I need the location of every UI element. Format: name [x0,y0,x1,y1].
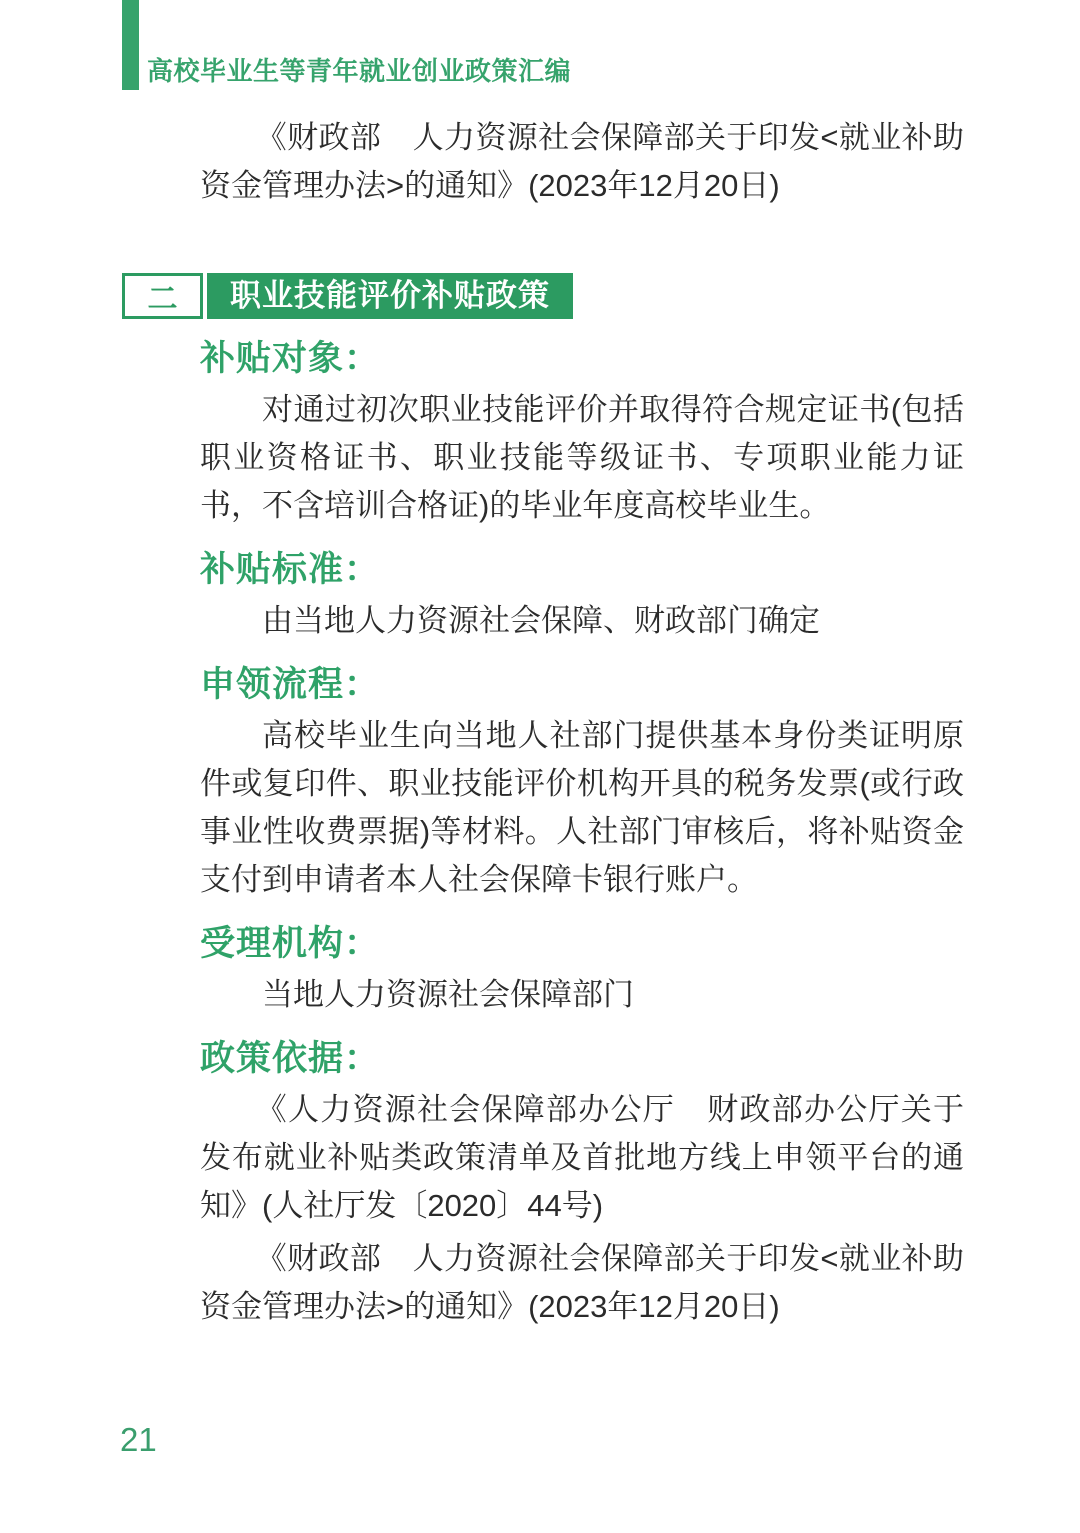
section-number-box [122,273,203,319]
section-subsidy-standard [200,550,964,645]
section-policy-basis [200,1039,964,1331]
section-heading: 受理机构： [200,924,381,963]
section-heading: 申领流程： [200,665,381,704]
section-heading: 补贴标准： [200,550,381,589]
section-banner [122,273,1080,319]
section-heading: 补贴对象： [200,339,381,378]
section-application-process [200,665,964,904]
section-paragraph: 当地人力资源社会保障部门 [262,977,634,1012]
intro-block [200,114,964,210]
section-subsidy-target [200,339,964,530]
section-paragraph: 对通过初次职业技能评价并取得符合规定证书(包括职业资格证书、职业技能等级证书、专项职业能力证书，不含培训合格证)的毕业年度高校毕业生。 [200,392,964,523]
sections-container [200,339,964,1331]
section-banner-title: 职业技能评价补贴政策 [207,273,573,319]
section-paragraph: 高校毕业生向当地人社部门提供基本身份类证明原件或复印件、职业技能评价机构开具的税务发票(或行政事业性收费票据)等材料。人社部门审核后，将补贴资金支付到申请者本人社会保障卡银行账户。 [200,718,964,897]
section-heading: 政策依据： [200,1039,381,1078]
section-paragraph: 《人力资源社会保障部办公厅 财政部办公厅关于发布就业补贴类政策清单及首批地方线上申领平台的通知》(人社厅发〔2020〕44号) [200,1092,964,1223]
section-accepting-agency [200,924,964,1019]
section-number: 二 [147,283,178,316]
section-paragraph: 由当地人力资源社会保障、财政部门确定 [262,603,820,638]
document-header-title: 高校毕业生等青年就业创业政策汇编 [147,56,572,86]
section-paragraph: 《财政部 人力资源社会保障部关于印发<就业补助资金管理办法>的通知》(2023年12月20日) [200,1241,964,1324]
header-accent-bar [122,0,139,90]
page-number: 21 [120,1421,157,1458]
intro-citation: 《财政部 人力资源社会保障部关于印发<就业补助资金管理办法>的通知》(2023年12月20日) [200,120,964,203]
